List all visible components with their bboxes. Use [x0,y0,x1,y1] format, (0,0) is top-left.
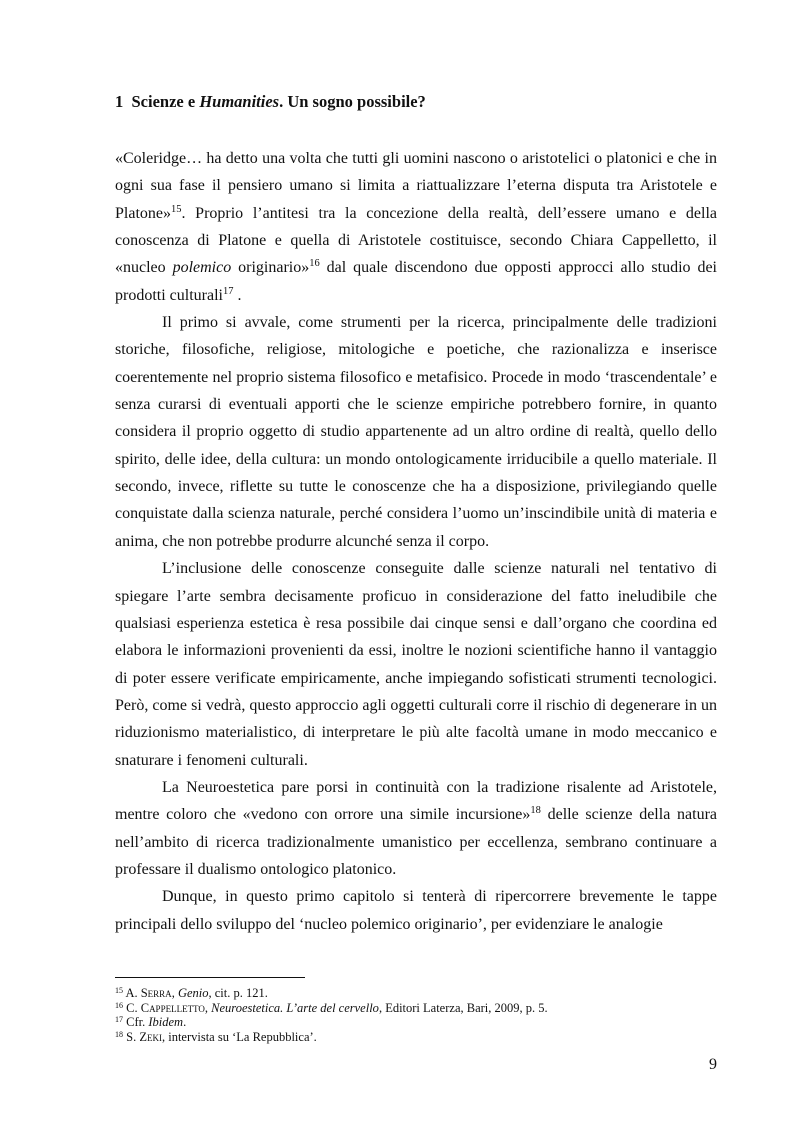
footnote-16 [115,1001,715,1016]
footnote-author: S. Z [126,1029,147,1044]
footnote-number: 16 [115,1000,123,1010]
paragraph-1 [115,145,717,309]
body-text [115,145,717,938]
paragraph-text: delle scienze della natura nell’ambito di ricerca tradizionalmente umanistico per eccellenza, sembrano continuare a professare il dualismo ontologico platonico. [115,806,717,878]
footnote-rest: , Editori Laterza, Bari, 2009, p. 5. [378,1000,548,1015]
footnote-title: Neuroestetica. L’arte del cervello [211,1000,379,1015]
footnote-author-smallcaps: erra [147,986,172,1000]
footnote-17 [115,1015,715,1030]
footnote-number: 18 [115,1029,123,1039]
footnote-number: 17 [115,1015,123,1024]
footnote-15 [115,986,715,1001]
footnote-ref-17: 17 [222,285,234,297]
paragraph-text: dal quale discendono due opposti approcci allo studio dei prodotti culturali [115,259,718,304]
footnote-author: A. S [125,986,148,1000]
footnote-ref-16: 16 [309,258,320,270]
paragraph-text: . [233,286,242,304]
paragraph-text-italic: polemico [172,259,232,277]
paragraph-text: La Neuroestetica pare porsi in continuità con la tradizione risalente ad Aristotele, mentre coloro che «vedono con orrore una simile incursione» [115,778,717,824]
footnote-author-smallcaps: appelletto [149,1000,205,1015]
footnote-author: C. C [126,1000,150,1015]
heading-text-part1: Scienze e [131,92,196,111]
paragraph-text: «Coleridge… ha detto una volta che tutti gli uomini nascono o aristotelici o platonici e che in ogni sua fase il pensiero umano si limita a riattualizzare l’eterna disputa tra Aristotele e Platone» [115,150,717,222]
paragraph-2: Il primo si avvale, come strumenti per la ricerca, principalmente delle tradizioni storiche, filosofiche, religiose, mitologiche e poetiche, che razionalizza e inserisce coerentemente nel proprio sistema filosofico e metafisico. Procede in modo ‘trascendentale’ e senza curarsi di eventuali apporti che le scienze empiriche potrebbero fornire, in quanto considera il proprio oggetto di studio appartenente ad un altro ordine di realtà, quello dello spirito, delle idee, della cultura: un mondo ontologicamente irriducibile a quello materiale. Il secondo, invece, riflette su tutte le conoscenze che ha a disposizione, privilegiando quelle conquistate dalla scienza naturale, perché considera l’uomo un’inscindibile unità di materia e anima, che non potrebbe produrre alcunché senza il corpo. [115,314,717,550]
footnote-title: Genio [177,986,209,1000]
footnote-rest: . [183,1015,187,1029]
footnote-ref-18: 18 [530,805,541,817]
heading-text-italic: Humanities [199,92,280,111]
footnote-prefix: Cfr. [126,1015,149,1029]
footnote-title: Ibidem [148,1015,184,1029]
heading-text-part3: . Un sogno possibile? [279,92,426,111]
paragraph-3: L’inclusione delle conoscenze conseguite dalle scienze naturali nel tentativo di spiegare l’arte sembra decisamente proficuo in considerazione del fatto ineludibile che qualsiasi esperienza estetica è resa possibile dai cinque sensi e dall’organo che coordina ed elabora le informazioni provenienti da essi, inoltre le nozioni scientifiche hanno il vantaggio di poter essere verificate empiricamente, anche impiegando sofisticati strumenti tecnologici. Però, come si vedrà, questo approccio agli oggetti culturali corre il rischio di degenerare in un riduzionismo materialistico, di interpretare le più alte facoltà umane in modo meccanico e snaturare i fenomeni culturali. [115,560,717,769]
footnotes [115,986,715,1044]
footnote-18 [115,1030,715,1045]
paragraph-4 [115,774,717,883]
paragraph-text: originario» [238,259,310,277]
footnote-separator-text: , [204,1000,212,1015]
section-heading [115,92,715,112]
footnote-ref-15: 15 [171,203,182,215]
section-number: 1 [115,92,124,111]
footnote-author-smallcaps: eki [146,1029,162,1044]
footnote-separator-text: , [171,986,178,1000]
footnote-rest: , cit. p. 121. [208,986,268,1000]
paragraph-text: . Proprio l’antitesi tra la concezione della realtà, dell’essere umano e della conoscenza di Platone e quella di Aristotele costituisce, secondo Chiara Cappelletto, il «nucleo [115,204,717,277]
footnote-rest: , intervista su ‘La Repubblica’. [161,1029,317,1044]
footnote-number: 15 [115,986,123,995]
footnote-separator [115,977,305,978]
page-number: 9 [709,1056,717,1073]
paragraph-5: Dunque, in questo primo capitolo si tenterà di ripercorrere brevemente le tappe principali dello sviluppo del ‘nucleo polemico originario’, per evidenziare le analogie [115,888,717,933]
